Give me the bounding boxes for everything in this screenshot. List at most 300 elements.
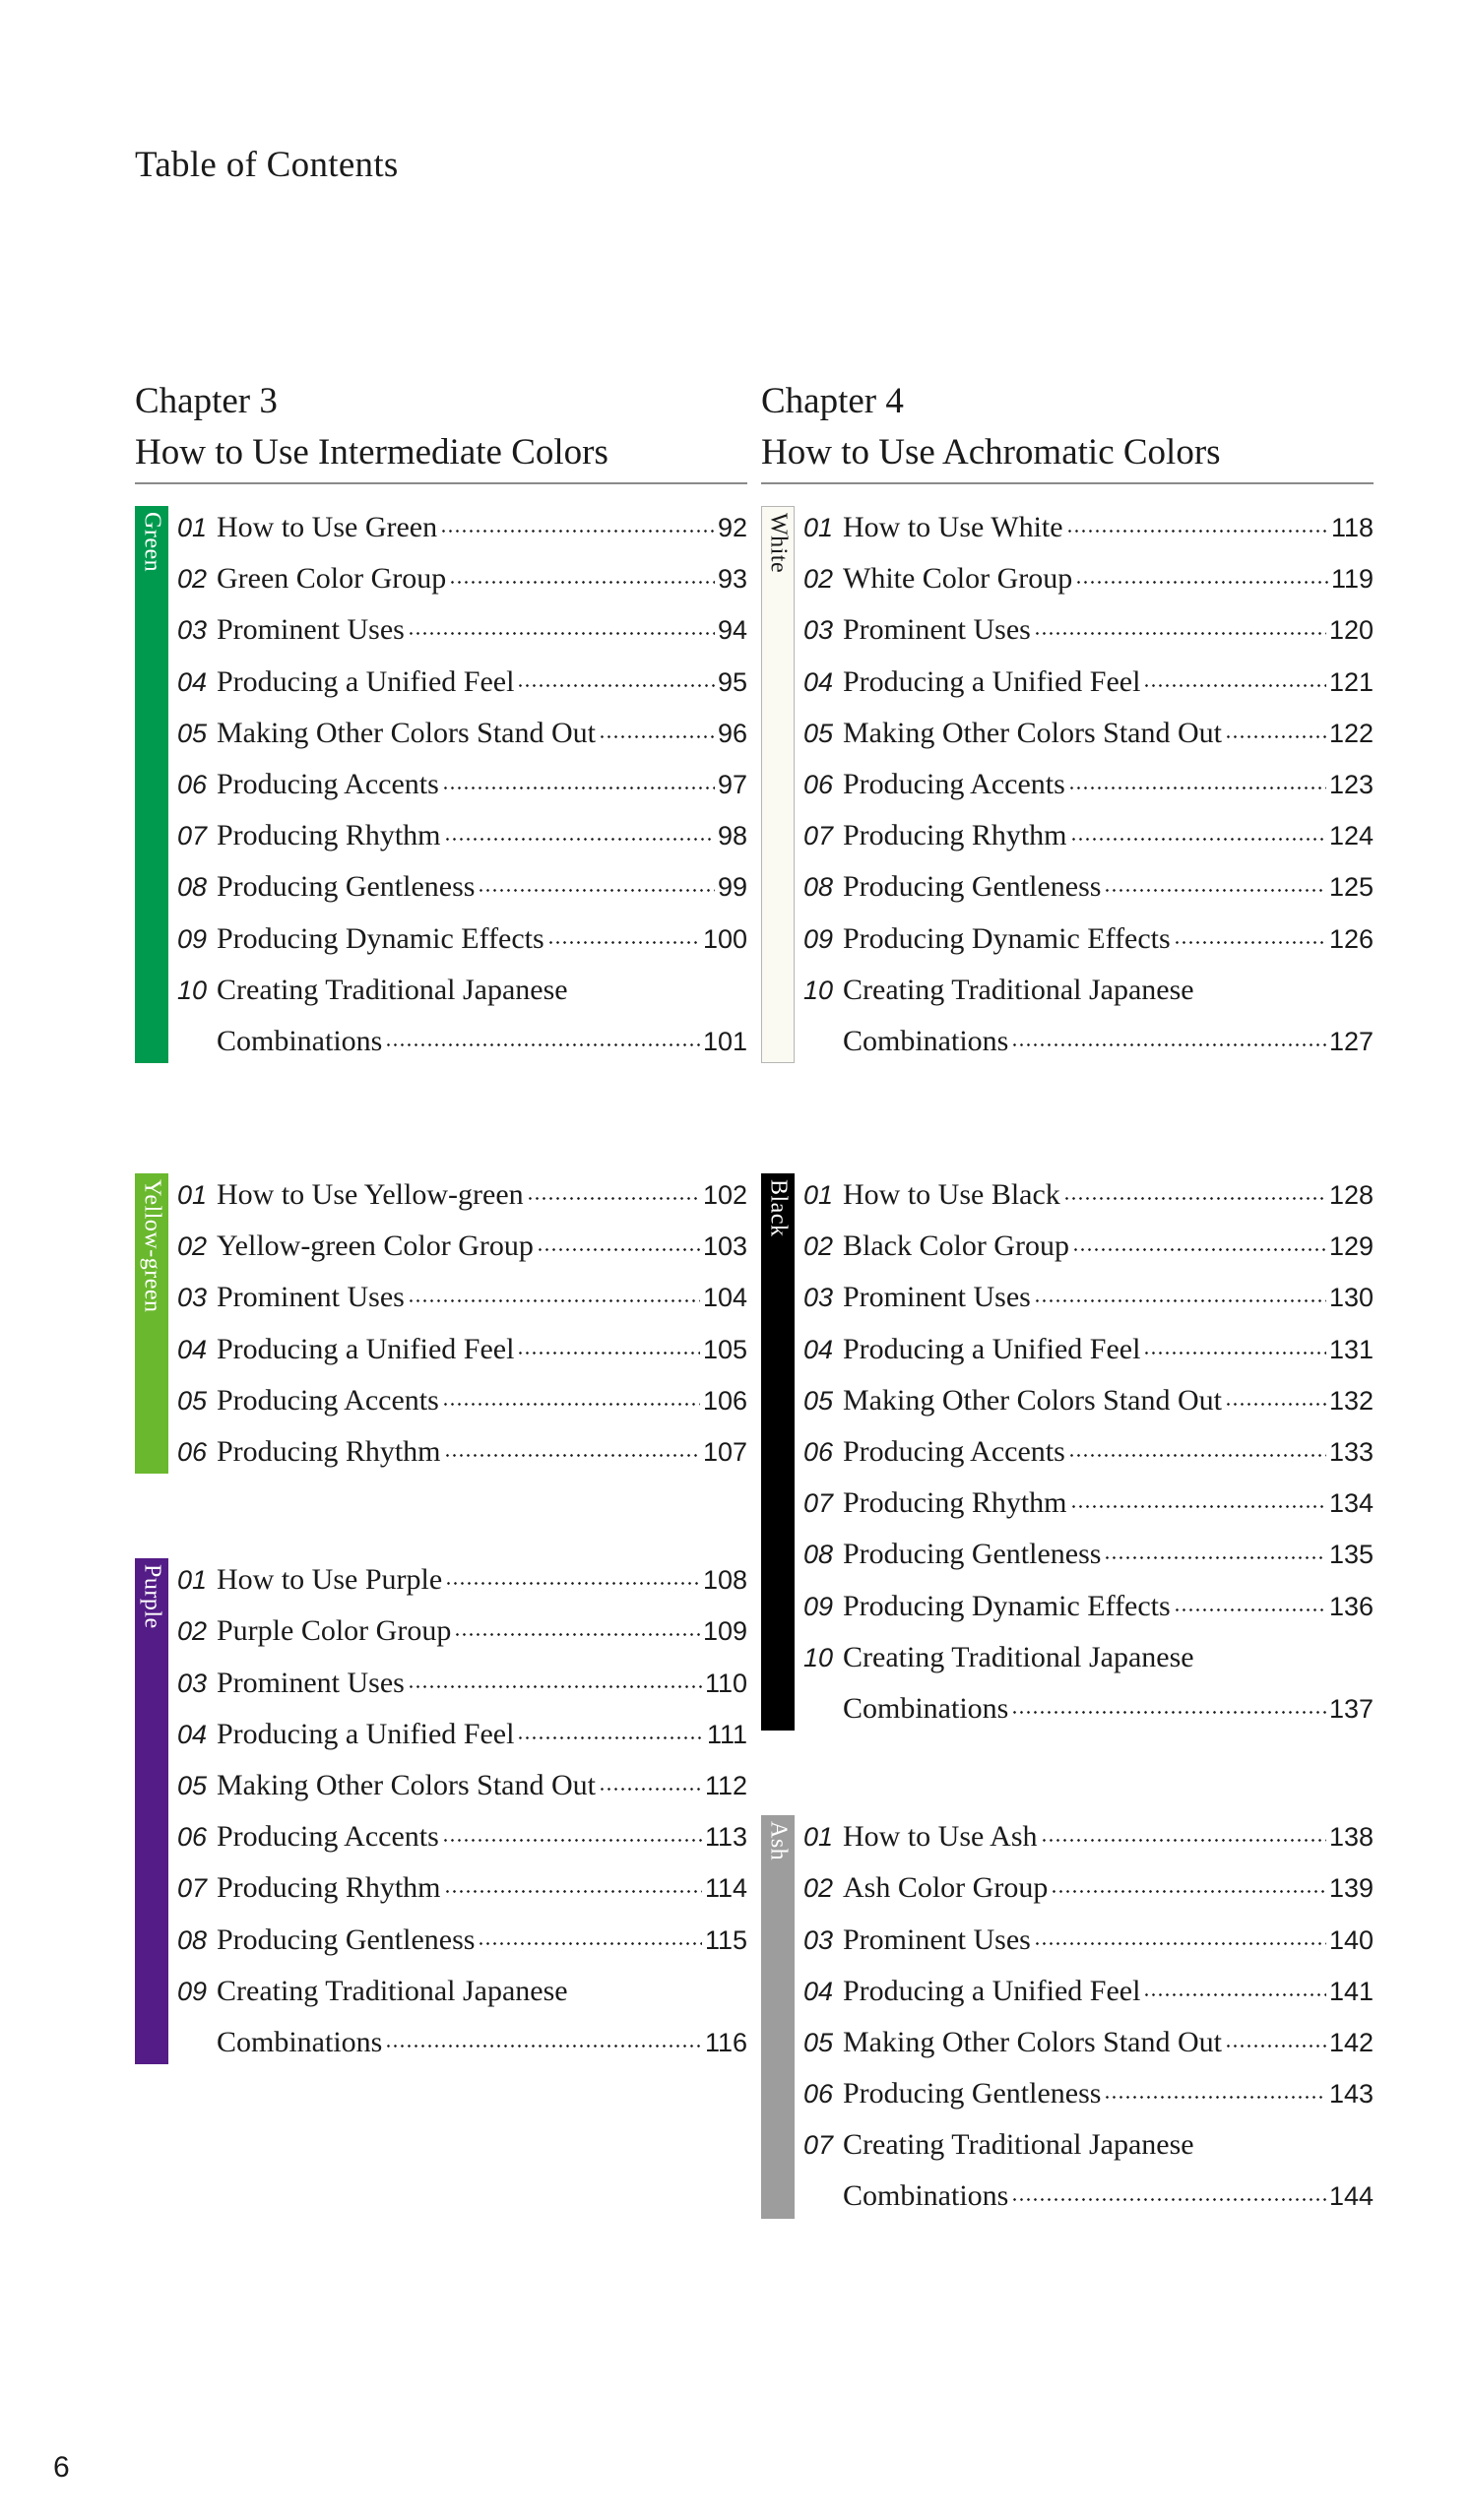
entry-title: Green Color Group <box>217 562 447 596</box>
entry-number: 07 <box>803 2130 834 2161</box>
entry-page: 93 <box>717 564 747 595</box>
entry-number: 05 <box>803 718 834 748</box>
entry-page: 120 <box>1328 615 1374 646</box>
entry-title: How to Use Purple <box>217 1563 443 1597</box>
dot-leader <box>1174 1608 1326 1611</box>
dot-leader <box>1143 684 1326 687</box>
entry-number: 01 <box>803 513 834 542</box>
color-bar <box>135 1558 168 2064</box>
chapter-groups <box>135 502 747 2068</box>
entry-number: 04 <box>803 666 834 697</box>
entry-number: 07 <box>803 821 834 851</box>
entry-number: 04 <box>803 1976 834 2006</box>
entry-title: Producing Gentleness <box>843 1538 1102 1571</box>
toc-entry <box>803 759 1374 810</box>
toc-entry <box>803 1966 1374 2017</box>
toc-entry <box>177 1272 747 1323</box>
entry-title: Creating Traditional Japanese <box>217 973 568 1006</box>
entry-page: 109 <box>702 1616 747 1647</box>
entry-page: 131 <box>1328 1334 1374 1364</box>
toc-entry <box>177 810 747 861</box>
entry-number: 02 <box>177 1231 208 1262</box>
entry-page: 114 <box>704 1873 747 1904</box>
entry-number: 03 <box>177 615 208 646</box>
entry-page: 108 <box>702 1565 747 1596</box>
toc-entry <box>177 604 747 656</box>
dot-leader <box>1066 530 1328 533</box>
color-group-yellow-green <box>135 1169 747 1478</box>
entry-title: Producing Accents <box>843 1435 1065 1468</box>
toc-entry <box>803 2017 1374 2068</box>
entry-title: Prominent Uses <box>843 1281 1031 1314</box>
dot-leader <box>440 530 715 533</box>
entry-title: How to Use Black <box>843 1178 1060 1212</box>
entry-title: How to Use White <box>843 511 1063 543</box>
entry-title: Yellow-green Color Group <box>217 1229 534 1263</box>
entry-page: 138 <box>1328 1822 1374 1853</box>
toc-entry <box>803 914 1374 965</box>
entry-title: Black Color Group <box>843 1229 1069 1263</box>
dot-leader <box>408 1685 702 1688</box>
dot-leader <box>1174 941 1326 944</box>
color-bar <box>761 1815 795 2219</box>
entry-number: 10 <box>177 975 208 1005</box>
entry-title: Making Other Colors Stand Out <box>843 716 1222 749</box>
entry-page: 110 <box>704 1668 747 1698</box>
entry-title: Producing a Unified Feel <box>217 664 515 698</box>
entry-number: 08 <box>177 1924 208 1955</box>
color-bar <box>761 506 795 1063</box>
color-group-purple <box>135 1554 747 2068</box>
entry-number: 05 <box>177 718 208 748</box>
toc-entry <box>177 1324 747 1375</box>
entry-number: 08 <box>803 1540 834 1570</box>
page-number: 6 <box>53 2451 70 2484</box>
entry-page: 143 <box>1328 2079 1374 2110</box>
toc-entry-continued <box>177 1016 747 1067</box>
dot-leader <box>1072 1248 1326 1251</box>
entry-page: 133 <box>1328 1437 1374 1467</box>
dot-leader <box>442 1403 700 1406</box>
entry-title: How to Use Ash <box>843 1820 1038 1854</box>
toc-entry-continued <box>803 2171 1374 2222</box>
entry-title: Making Other Colors Stand Out <box>217 716 596 749</box>
entry-title: Producing Accents <box>217 1820 439 1854</box>
entry-number: 06 <box>803 1437 834 1467</box>
dot-leader <box>449 581 715 584</box>
dot-leader <box>1068 1454 1326 1457</box>
color-bar <box>761 1173 795 1731</box>
entry-title-continued: Combinations <box>217 1024 383 1057</box>
entry-page: 139 <box>1328 1873 1374 1904</box>
toc-entry <box>177 861 747 913</box>
chapter-title: How to Use Achromatic Colors <box>761 432 1221 472</box>
entry-page: 105 <box>702 1334 747 1364</box>
entry-page: 116 <box>704 2027 747 2057</box>
entry-page: 94 <box>717 615 747 646</box>
entry-title: Producing Rhythm <box>843 819 1067 852</box>
dot-leader <box>1068 787 1326 789</box>
toc-entry <box>803 657 1374 708</box>
entry-title: Producing Accents <box>217 767 439 800</box>
entry-number: 06 <box>803 2079 834 2110</box>
entry-page: 102 <box>702 1180 747 1211</box>
dot-leader <box>454 1633 700 1636</box>
group-spacer <box>135 1478 747 1554</box>
entry-page: 96 <box>717 718 747 748</box>
entry-number: 07 <box>803 1488 834 1519</box>
dot-leader <box>385 1043 700 1046</box>
chapter-label: Chapter 3 <box>135 381 278 421</box>
entry-title-continued: Combinations <box>843 1024 1009 1057</box>
entry-title: Producing Accents <box>843 767 1065 800</box>
entry-page: 130 <box>1328 1283 1374 1313</box>
toc-entry <box>803 1811 1374 1862</box>
entry-number: 02 <box>177 564 208 595</box>
color-bar-label: Green <box>139 512 165 573</box>
color-bar-label: White <box>765 513 792 574</box>
entry-page: 99 <box>717 872 747 903</box>
entry-page: 115 <box>704 1924 747 1955</box>
entry-number: 10 <box>803 975 834 1005</box>
toc-entry <box>177 1169 747 1221</box>
entry-number: 08 <box>177 872 208 903</box>
entry-number: 06 <box>177 1822 208 1853</box>
chapter-title: How to Use Intermediate Colors <box>135 432 608 472</box>
entry-number: 09 <box>803 1591 834 1621</box>
dot-leader <box>478 889 714 892</box>
entry-title: Producing Gentleness <box>843 2077 1102 2110</box>
entry-number: 08 <box>803 872 834 903</box>
toc-entry <box>803 604 1374 656</box>
dot-leader <box>442 787 715 789</box>
entry-number: 09 <box>177 1976 208 2006</box>
entry-number: 02 <box>803 1231 834 1262</box>
dot-leader <box>442 1839 702 1842</box>
dot-leader <box>1104 2096 1325 2099</box>
toc-entry <box>177 1375 747 1426</box>
entry-page: 119 <box>1330 564 1374 595</box>
entry-title: Making Other Colors Stand Out <box>217 1768 596 1801</box>
entry-page: 137 <box>1328 1693 1374 1724</box>
entry-title: Making Other Colors Stand Out <box>843 2025 1222 2058</box>
toc-entry <box>803 2119 1374 2171</box>
entry-title: Producing Rhythm <box>217 819 441 852</box>
dot-leader <box>1070 1505 1326 1508</box>
toc-entry <box>177 1915 747 1966</box>
dot-leader <box>1075 581 1328 584</box>
toc-entry <box>177 553 747 604</box>
color-bar-label: Ash <box>765 1821 792 1861</box>
toc-entry-continued <box>177 2017 747 2068</box>
chapter-3-column <box>135 376 747 2068</box>
color-group-white <box>761 502 1374 1067</box>
toc-entry <box>803 502 1374 553</box>
toc-entry <box>177 708 747 759</box>
entry-page: 98 <box>717 821 747 851</box>
toc-entry <box>803 1915 1374 1966</box>
entry-title: Prominent Uses <box>843 1922 1031 1956</box>
toc-entry <box>803 1426 1374 1478</box>
toc-entry <box>177 1811 747 1862</box>
entry-page: 129 <box>1328 1231 1374 1262</box>
entry-title: Prominent Uses <box>217 1281 405 1314</box>
entry-title: Producing Dynamic Effects <box>217 921 544 955</box>
color-group-green <box>135 502 747 1067</box>
chapter-heading <box>135 376 747 484</box>
entry-number: 03 <box>803 615 834 646</box>
entry-title: Producing a Unified Feel <box>217 1717 515 1750</box>
entry-page: 142 <box>1328 2027 1374 2057</box>
dot-leader <box>517 1736 704 1739</box>
entry-title: Producing a Unified Feel <box>843 1974 1141 2007</box>
chapter-4-column <box>761 376 1374 2223</box>
toc-entry <box>803 1632 1374 1683</box>
entry-title: White Color Group <box>843 562 1073 596</box>
entry-title: Making Other Colors Stand Out <box>843 1383 1222 1417</box>
entry-page: 123 <box>1328 769 1374 799</box>
dot-leader <box>527 1197 700 1200</box>
toc-entry <box>803 1581 1374 1632</box>
entry-number: 09 <box>803 923 834 954</box>
entry-title: Producing Gentleness <box>217 870 476 904</box>
toc-entry <box>803 1478 1374 1529</box>
entry-number: 04 <box>177 1334 208 1364</box>
entry-page: 121 <box>1328 666 1374 697</box>
dot-leader <box>1011 1711 1326 1714</box>
entry-number: 03 <box>803 1283 834 1313</box>
entry-page: 135 <box>1328 1540 1374 1570</box>
dot-leader <box>1143 1993 1326 1996</box>
color-bar-label: Purple <box>139 1564 165 1629</box>
chapter-label: Chapter 4 <box>761 381 904 421</box>
entry-number: 04 <box>177 666 208 697</box>
toc-entry <box>177 1554 747 1606</box>
toc-entry <box>803 810 1374 861</box>
entry-number: 05 <box>177 1385 208 1416</box>
entry-number: 01 <box>803 1822 834 1853</box>
entry-number: 02 <box>803 1873 834 1904</box>
entry-page: 101 <box>702 1026 747 1056</box>
dot-leader <box>1225 1403 1326 1406</box>
entry-page: 122 <box>1328 718 1374 748</box>
entry-number: 10 <box>803 1642 834 1672</box>
entry-page: 118 <box>1330 513 1374 542</box>
entry-number: 06 <box>177 769 208 799</box>
dot-leader <box>1070 838 1326 841</box>
toc-entry <box>177 1760 747 1811</box>
dot-leader <box>1034 1299 1326 1302</box>
entry-number: 05 <box>177 1770 208 1800</box>
entry-page: 111 <box>706 1719 747 1749</box>
entry-number: 03 <box>177 1668 208 1698</box>
dot-leader <box>478 1942 701 1945</box>
toc-entry <box>803 1862 1374 1914</box>
entry-number: 07 <box>177 821 208 851</box>
toc-entry <box>803 861 1374 913</box>
dot-leader <box>1011 2198 1326 2201</box>
entry-page: 107 <box>702 1437 747 1467</box>
toc-entry <box>803 553 1374 604</box>
entry-title: Creating Traditional Japanese <box>843 1640 1194 1673</box>
page-title: Table of Contents <box>135 145 399 185</box>
entry-title: Producing Gentleness <box>843 870 1102 904</box>
dot-leader <box>1225 2045 1326 2048</box>
entry-title-continued: Combinations <box>217 2025 383 2058</box>
color-bar-label: Yellow-green <box>139 1179 165 1313</box>
entry-number: 07 <box>177 1873 208 1904</box>
entry-title: Producing Dynamic Effects <box>843 921 1171 955</box>
dot-leader <box>408 1299 700 1302</box>
color-bar-label: Black <box>765 1179 792 1237</box>
entry-title: Ash Color Group <box>843 1871 1049 1905</box>
toc-entry <box>177 1862 747 1914</box>
entry-page: 134 <box>1328 1488 1374 1519</box>
entry-number: 02 <box>803 564 834 595</box>
entry-page: 112 <box>704 1770 747 1800</box>
group-spacer <box>135 1067 747 1169</box>
entry-page: 136 <box>1328 1591 1374 1621</box>
entry-page: 104 <box>702 1283 747 1313</box>
toc-entry <box>803 1221 1374 1272</box>
dot-leader <box>1104 889 1325 892</box>
entry-page: 144 <box>1328 2181 1374 2212</box>
entry-page: 140 <box>1328 1924 1374 1955</box>
entry-title-continued: Combinations <box>843 1691 1009 1725</box>
toc-entry-continued <box>803 1683 1374 1734</box>
toc-entry <box>177 1709 747 1760</box>
entry-number: 05 <box>803 2027 834 2057</box>
entry-number: 04 <box>177 1719 208 1749</box>
toc-entry <box>177 1966 747 2017</box>
dot-leader <box>1225 735 1326 738</box>
entry-page: 128 <box>1328 1180 1374 1211</box>
entry-number: 01 <box>177 1565 208 1596</box>
entry-title: Producing a Unified Feel <box>843 664 1141 698</box>
entry-title: How to Use Yellow-green <box>217 1178 524 1212</box>
entry-page: 132 <box>1328 1385 1374 1416</box>
chapter-groups <box>761 502 1374 2223</box>
entry-page: 95 <box>717 666 747 697</box>
toc-entry <box>803 708 1374 759</box>
dot-leader <box>1034 632 1326 635</box>
color-group-black <box>761 1169 1374 1734</box>
entry-number: 03 <box>177 1283 208 1313</box>
dot-leader <box>385 2045 702 2048</box>
entry-title: Producing Rhythm <box>217 1435 441 1468</box>
dot-leader <box>1104 1556 1325 1559</box>
entry-title: Producing Gentleness <box>217 1922 476 1956</box>
toc-entry <box>803 1324 1374 1375</box>
toc-entry <box>803 965 1374 1016</box>
entry-title: Purple Color Group <box>217 1614 452 1648</box>
entry-page: 92 <box>717 513 747 542</box>
entry-page: 113 <box>704 1822 747 1853</box>
dot-leader <box>1034 1942 1326 1945</box>
dot-leader <box>599 735 715 738</box>
toc-entry <box>177 1606 747 1657</box>
toc-entry-continued <box>803 1016 1374 1067</box>
entry-title: Creating Traditional Japanese <box>843 973 1194 1006</box>
chapter-heading <box>761 376 1374 484</box>
toc-entry <box>177 1221 747 1272</box>
color-bar <box>135 506 168 1063</box>
entry-title: Producing Rhythm <box>217 1871 441 1905</box>
entry-page: 103 <box>702 1231 747 1262</box>
entry-title: Producing Accents <box>217 1383 439 1417</box>
entry-number: 09 <box>177 923 208 954</box>
dot-leader <box>444 1454 700 1457</box>
entry-number: 05 <box>803 1385 834 1416</box>
dot-leader <box>517 1352 700 1354</box>
entry-title: Creating Traditional Japanese <box>217 1974 568 2007</box>
entry-title-continued: Combinations <box>843 2179 1009 2213</box>
dot-leader <box>517 684 715 687</box>
entry-page: 125 <box>1328 872 1374 903</box>
entry-page: 141 <box>1328 1976 1374 2006</box>
entry-page: 127 <box>1328 1026 1374 1056</box>
toc-entry <box>177 657 747 708</box>
group-spacer <box>761 1067 1374 1169</box>
toc-entry <box>177 965 747 1016</box>
toc-entry <box>803 1272 1374 1323</box>
dot-leader <box>1041 1839 1326 1842</box>
toc-entry <box>177 502 747 553</box>
entry-number: 01 <box>803 1180 834 1211</box>
dot-leader <box>1051 1890 1326 1893</box>
toc-entry <box>803 2068 1374 2119</box>
entry-number: 06 <box>177 1437 208 1467</box>
entry-number: 03 <box>803 1924 834 1955</box>
entry-title: How to Use Green <box>217 511 438 543</box>
toc-entry <box>177 1658 747 1709</box>
entry-number: 01 <box>177 1180 208 1211</box>
entry-page: 106 <box>702 1385 747 1416</box>
entry-page: 100 <box>702 923 747 954</box>
dot-leader <box>408 632 715 635</box>
group-spacer <box>761 1734 1374 1811</box>
entry-title: Producing Rhythm <box>843 1486 1067 1520</box>
toc-entry <box>803 1529 1374 1580</box>
dot-leader <box>1143 1352 1326 1354</box>
dot-leader <box>599 1788 702 1791</box>
dot-leader <box>445 1582 700 1585</box>
dot-leader <box>537 1248 700 1251</box>
dot-leader <box>1063 1197 1326 1200</box>
dot-leader <box>1011 1043 1326 1046</box>
entry-title: Prominent Uses <box>217 613 405 647</box>
entry-page: 126 <box>1328 923 1374 954</box>
entry-number: 04 <box>803 1334 834 1364</box>
dot-leader <box>444 1890 702 1893</box>
entry-title: Producing a Unified Feel <box>843 1332 1141 1365</box>
toc-entry <box>177 1426 747 1478</box>
entry-number: 02 <box>177 1616 208 1647</box>
entry-title: Prominent Uses <box>843 613 1031 647</box>
toc-entry <box>803 1375 1374 1426</box>
toc-entry <box>803 1169 1374 1221</box>
entry-page: 124 <box>1328 821 1374 851</box>
entry-page: 97 <box>717 769 747 799</box>
entry-title: Creating Traditional Japanese <box>843 2128 1194 2162</box>
dot-leader <box>547 941 700 944</box>
toc-entry <box>177 914 747 965</box>
entry-number: 06 <box>803 769 834 799</box>
entry-title: Prominent Uses <box>217 1666 405 1699</box>
entry-title: Producing a Unified Feel <box>217 1332 515 1365</box>
toc-entry <box>177 759 747 810</box>
color-group-ash <box>761 1811 1374 2223</box>
